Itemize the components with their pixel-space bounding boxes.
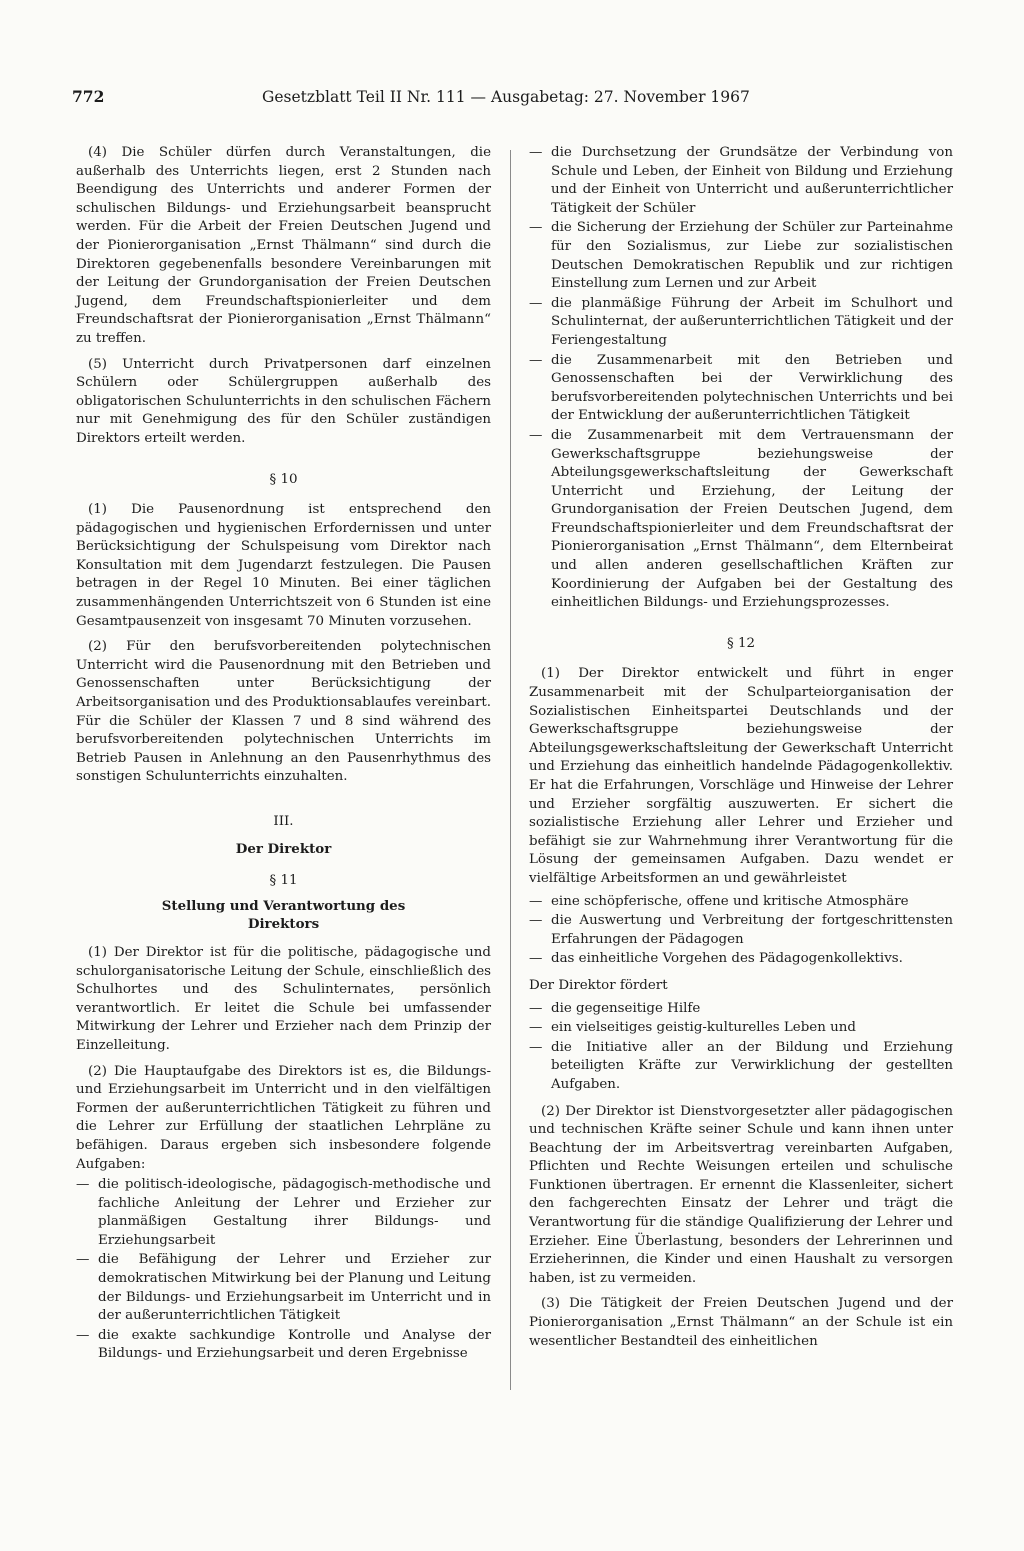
- list-item: [529, 950, 953, 969]
- paragraph-11-1: (1) Der Direktor ist für die politische, pädagogische und schulorganisatorische Leitung der Schule, einschließlich des Schulhortes und des Schulinternates, persönlich verantwortlich. Er leitet die Schule bei umfassender Mitwirkung der Lehrer und Erzieher nach dem Prinzip der Einzelleitung.: [76, 944, 491, 1053]
- part-title: Der Direktor: [235, 840, 332, 857]
- task-list-left: [76, 1176, 491, 1364]
- section-heading-12: § 12: [727, 635, 755, 651]
- list-item: [529, 144, 953, 218]
- list-item-text: die Zusammenarbeit mit dem Vertrauensmann der Gewerkschaftsgruppe beziehungsweise der Abteilungsgewerkschaftsleitung der Gewerkschaft Unterricht und Erziehung, der Leitung der Grundorganisation der Freien Deutschen Jugend, dem Freundschaftspionierleiter und dem Freundschaftsrat der Pionierorganisation „Ernst Thälmann“, dem Elternbeirat und allen anderen gesellschaftlichen Kräften zur Koordinierung der Aufgaben bei der Gestaltung des einheitlichen Bildungs- und Erziehungsprozesses.: [551, 427, 953, 611]
- list-item: [76, 1327, 491, 1364]
- left-column: [76, 144, 491, 1372]
- list-item: [529, 427, 953, 613]
- list-item-text: eine schöpferische, offene und kritische Atmosphäre: [551, 893, 909, 909]
- dash-marker: —: [76, 1252, 90, 1268]
- list-item-text: die exakte sachkundige Kontrolle und Analyse der Bildungs- und Erziehungsarbeit und deren Ergebnisse: [98, 1327, 491, 1362]
- section-title-11: Stellung und Verantwortung des Direktors: [161, 897, 406, 933]
- dash-marker: —: [529, 913, 543, 929]
- guarantee-list: [529, 893, 953, 969]
- list-item-text: die gegenseitige Hilfe: [551, 1000, 701, 1016]
- running-title: Gesetzblatt Teil II Nr. 111 — Ausgabetag: 27. November 1967: [262, 88, 750, 106]
- dash-marker: —: [529, 1039, 543, 1055]
- list-item: [76, 1251, 491, 1325]
- list-item-text: die Befähigung der Lehrer und Erzieher zur demokratischen Mitwirkung bei der Planung und Leitung der Bildungs- und Erziehungsarbeit im Unterricht und in der außerunterrichtlichen Tätigkeit: [98, 1252, 491, 1324]
- section-heading-11: § 11: [269, 873, 298, 889]
- list-item: [529, 352, 953, 426]
- paragraph-12-1: (1) Der Direktor entwickelt und führt in enger Zusammenarbeit mit der Schulparteiorganisation der Sozialistischen Einheitspartei Deutschlands und der Gewerkschaftsgruppe beziehungsweise der Abteilungsgewerkschaftsleitung der Gewerkschaft Unterricht und Erziehung das einheitlich handelnde Pädagogenkollektiv. Er hat die Erfahrungen, Vorschläge und Hinweise der Lehrer und Erzieher sorgfältig auszuwerten. Er sichert die sozialistische Erziehung aller Lehrer und Erzieher und befähigt sie zur Wahrnehmung ihrer Verantwortung für die Lösung der gemeinsamen Aufgaben. Dazu wendet er vielfältige Arbeitsformen an und gewährleistet: [529, 666, 953, 886]
- list-item-text: das einheitliche Vorgehen des Pädagogenkollektivs.: [551, 951, 903, 967]
- section-heading-10: § 10: [269, 471, 298, 487]
- paragraph-12-2: (2) Der Direktor ist Dienstvorgesetzter aller pädagogischen und technischen Kräfte seiner Schule und kann ihnen unter Beachtung der im Arbeitsvertrag vereinbarten Aufgaben, Pflichten und Rechte Weisungen erteilen und schulische Funktionen übertragen. Er ernennt die Klassenleiter, sichert den fachgerechten Einsatz der Lehrer und trägt die Verantwortung für die ständige Qualifizierung der Lehrer und Erzieher. Eine Überlastung, besonders der Lehrerinnen und Erzieherinnen, die Kinder und einen Haushalt zu versorgen haben, ist zu vermeiden.: [529, 1103, 953, 1286]
- task-list-right: [529, 144, 953, 613]
- promotes-intro: Der Direktor fördert: [529, 977, 668, 993]
- list-item: [529, 893, 953, 912]
- column-divider: [510, 150, 511, 1390]
- dash-marker: —: [529, 352, 543, 368]
- paragraph-10-1: (1) Die Pausenordnung ist entsprechend den pädagogischen und hygienischen Erfordernissen und unter Berücksichtigung der Schulspeisung vom Direktor nach Konsultation mit dem Jugendarzt festzulegen. Die Pausen betragen in der Regel 10 Minuten. Bei einer täglichen zusammenhängenden Unterrichtszeit von 6 Stunden ist eine Gesamtpausenzeit von insgesamt 70 Minuten vorzusehen.: [76, 502, 491, 629]
- list-item: [529, 1019, 953, 1038]
- dash-marker: —: [529, 220, 543, 236]
- page-header: [72, 86, 952, 110]
- dash-marker: —: [529, 893, 543, 909]
- dash-marker: —: [76, 1327, 90, 1343]
- list-item: [529, 1000, 953, 1019]
- page-number: 772: [72, 87, 105, 106]
- list-item: [76, 1176, 491, 1250]
- paragraph-9-5: (5) Unterricht durch Privatpersonen darf einzelnen Schülern oder Schülergruppen außerhalb des obligatorischen Schulunterrichts in den schulischen Fächern nur mit Genehmigung des für den Schüler zuständigen Direktors erteilt werden.: [76, 356, 491, 446]
- promotes-list: [529, 1000, 953, 1095]
- list-item-text: die Sicherung der Erziehung der Schüler zur Parteinahme für den Sozialismus, zur Liebe zur sozialistischen Deutschen Demokratischen Republik und zur richtigen Einstellung zum Lernen und zur Arbeit: [551, 220, 953, 292]
- list-item: [529, 295, 953, 351]
- list-item-text: die Auswertung und Verbreitung der fortgeschrittensten Erfahrungen der Pädagogen: [551, 913, 953, 947]
- dash-marker: —: [529, 1020, 543, 1036]
- dash-marker: —: [529, 1000, 543, 1016]
- dash-marker: —: [529, 427, 543, 443]
- part-number: III.: [273, 814, 294, 829]
- dash-marker: —: [529, 145, 543, 160]
- list-item: [529, 1039, 953, 1095]
- list-item-text: ein vielseitiges geistig-kulturelles Leben und: [551, 1020, 856, 1036]
- paragraph-11-2: (2) Die Hauptaufgabe des Direktors ist es, die Bildungs- und Erziehungsarbeit im Unterricht und in den vielfältigen Formen der außerunterrichtlichen Tätigkeit zu führen und die Lehrer zur Erfüllung der staatlichen Lehrpläne zu befähigen. Daraus ergeben sich insbesondere folgende Aufgaben:: [76, 1063, 491, 1172]
- list-item: [529, 912, 953, 949]
- paragraph-9-4: (4) Die Schüler dürfen durch Veranstaltungen, die außerhalb des Unterrichts liegen, erst 2 Stunden nach Beendigung des Unterrichts und anderer Formen der schulischen Bildungs- und Erziehungsarbeit beansprucht werden. Für die Arbeit der Freien Deutschen Jugend und der Pionierorganisation „Ernst Thälmann“ sind durch die Direktoren gegebenenfalls besondere Vereinbarungen mit der Leitung der Grundorganisation der Freien Deutschen Jugend, dem Freundschaftspionierleiter und dem Freundschaftsrat der Pionierorganisation „Ernst Thälmann“ zu treffen.: [76, 145, 491, 346]
- dash-marker: —: [529, 951, 543, 967]
- right-column: [529, 144, 953, 1358]
- list-item-text: die politisch-ideologische, pädagogisch-methodische und fachliche Anleitung der Lehrer und Erzieher zur planmäßigen Gestaltung ihrer Bildungs- und Erziehungsarbeit: [98, 1177, 491, 1248]
- list-item-text: die planmäßige Führung der Arbeit im Schulhort und Schulinternat, der außerunterrichtlichen Tätigkeit und der Feriengestaltung: [551, 295, 953, 348]
- list-item-text: die Zusammenarbeit mit den Betrieben und Genossenschaften bei der Verwirklichung des berufsvorbereitenden polytechnischen Unterrichts und bei der Entwicklung der außerunterrichtlichen Tätigkeit: [551, 352, 953, 424]
- list-item-text: die Durchsetzung der Grundsätze der Verbindung von Schule und Leben, der Einheit von Bildung und Erziehung und der Einheit von Unterricht und außerunterrichtlicher Tätigkeit der Schüler: [551, 145, 953, 216]
- dash-marker: —: [76, 1177, 90, 1193]
- dash-marker: —: [529, 295, 543, 311]
- list-item-text: die Initiative aller an der Bildung und Erziehung beteiligten Kräfte zur Verwirklichung der gestellten Aufgaben.: [551, 1039, 953, 1092]
- list-item: [529, 219, 953, 293]
- paragraph-10-2: (2) Für den berufsvorbereitenden polytechnischen Unterricht wird die Pausenordnung mit den Betrieben und Genossenschaften unter Berücksichtigung der Arbeitsorganisation und des Produktionsablaufes vereinbart. Für die Schüler der Klassen 7 und 8 sind während des berufsvorbereitenden polytechnischen Unterrichts im Betrieb Pausen in Anlehnung an den Pausenrhythmus des sonstigen Schulunterrichts einzuhalten.: [76, 639, 491, 785]
- paragraph-12-3: (3) Die Tätigkeit der Freien Deutschen Jugend und der Pionierorganisation „Ernst Thälmann“ an der Schule ist ein wesentlicher Bestandteil des einheitlichen: [529, 1296, 953, 1349]
